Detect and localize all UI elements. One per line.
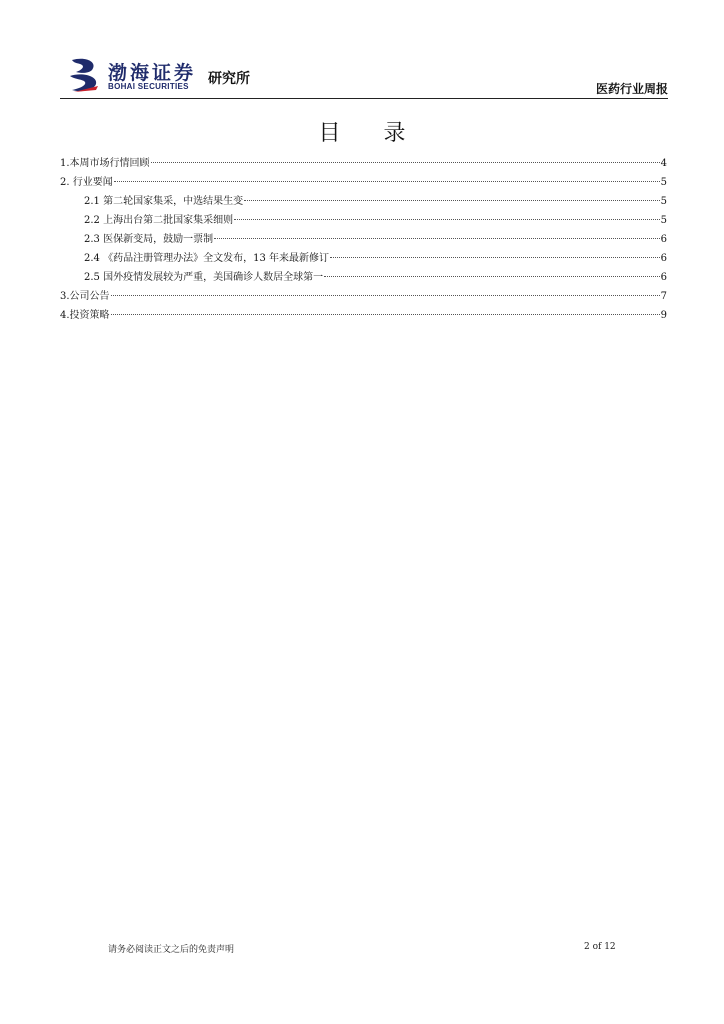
toc-dot-leader xyxy=(234,219,660,220)
toc-dot-leader xyxy=(330,257,660,258)
toc-entry-page: 6 xyxy=(660,272,667,283)
toc-entry-page: 9 xyxy=(660,310,667,321)
toc-entry-3[interactable] xyxy=(60,287,667,306)
bohai-logo xyxy=(68,56,268,96)
disclaimer-note: 请务必阅读正文之后的免责声明 xyxy=(108,945,235,955)
toc-entry-2-4[interactable] xyxy=(60,249,667,268)
toc-entry-2-2[interactable] xyxy=(60,211,667,230)
report-type: 医药行业周报 xyxy=(595,82,668,96)
toc-entry-2[interactable] xyxy=(60,173,667,192)
toc-entry-label: 4.投资策略 xyxy=(60,310,110,321)
toc-entry-page: 6 xyxy=(660,253,667,264)
toc-dot-leader xyxy=(324,276,660,277)
toc-entry-label: 2.3 医保新变局，鼓励一票制 xyxy=(84,234,214,245)
toc-entry-label: 2.1 第二轮国家集采，中选结果生变 xyxy=(84,196,244,207)
toc-entry-page: 4 xyxy=(660,158,667,169)
toc-dot-leader xyxy=(111,295,660,296)
toc-entry-page: 5 xyxy=(660,196,667,207)
institute-label: 研究所 xyxy=(208,71,250,87)
toc-dot-leader xyxy=(244,200,660,201)
toc-entry-label: 2. 行业要闻 xyxy=(60,177,113,188)
toc-entry-page: 5 xyxy=(660,215,667,226)
page-header xyxy=(60,48,668,98)
toc-dot-leader xyxy=(111,314,660,315)
bohai-logo-icon xyxy=(68,56,102,94)
toc-entry-label: 2.4 《药品注册管理办法》全文发布，13 年来最新修订 xyxy=(84,253,329,264)
page-number: 2 of 12 xyxy=(584,942,616,952)
toc-dot-leader xyxy=(151,162,660,163)
toc-entry-label: 1.本周市场行情回顾 xyxy=(60,158,150,169)
header-divider xyxy=(60,98,668,99)
toc-entry-1[interactable] xyxy=(60,154,667,173)
table-of-contents xyxy=(60,154,667,325)
toc-entry-label: 3.公司公告 xyxy=(60,291,110,302)
toc-entry-page: 6 xyxy=(660,234,667,245)
toc-entry-page: 5 xyxy=(660,177,667,188)
toc-dot-leader xyxy=(214,238,660,239)
toc-entry-4[interactable] xyxy=(60,306,667,325)
toc-dot-leader xyxy=(114,181,660,182)
toc-title: 目 录 xyxy=(318,121,424,146)
toc-entry-2-3[interactable] xyxy=(60,230,667,249)
toc-entry-2-5[interactable] xyxy=(60,268,667,287)
toc-entry-2-1[interactable] xyxy=(60,192,667,211)
logo-chinese-name: 渤海证券 xyxy=(108,62,197,84)
toc-entry-page: 7 xyxy=(660,291,667,302)
toc-entry-label: 2.5 国外疫情发展较为严重，美国确诊人数居全球第一 xyxy=(84,272,324,283)
logo-english-name: BOHAI SECURITIES xyxy=(108,82,189,91)
toc-entry-label: 2.2 上海出台第二批国家集采细则 xyxy=(84,215,234,226)
